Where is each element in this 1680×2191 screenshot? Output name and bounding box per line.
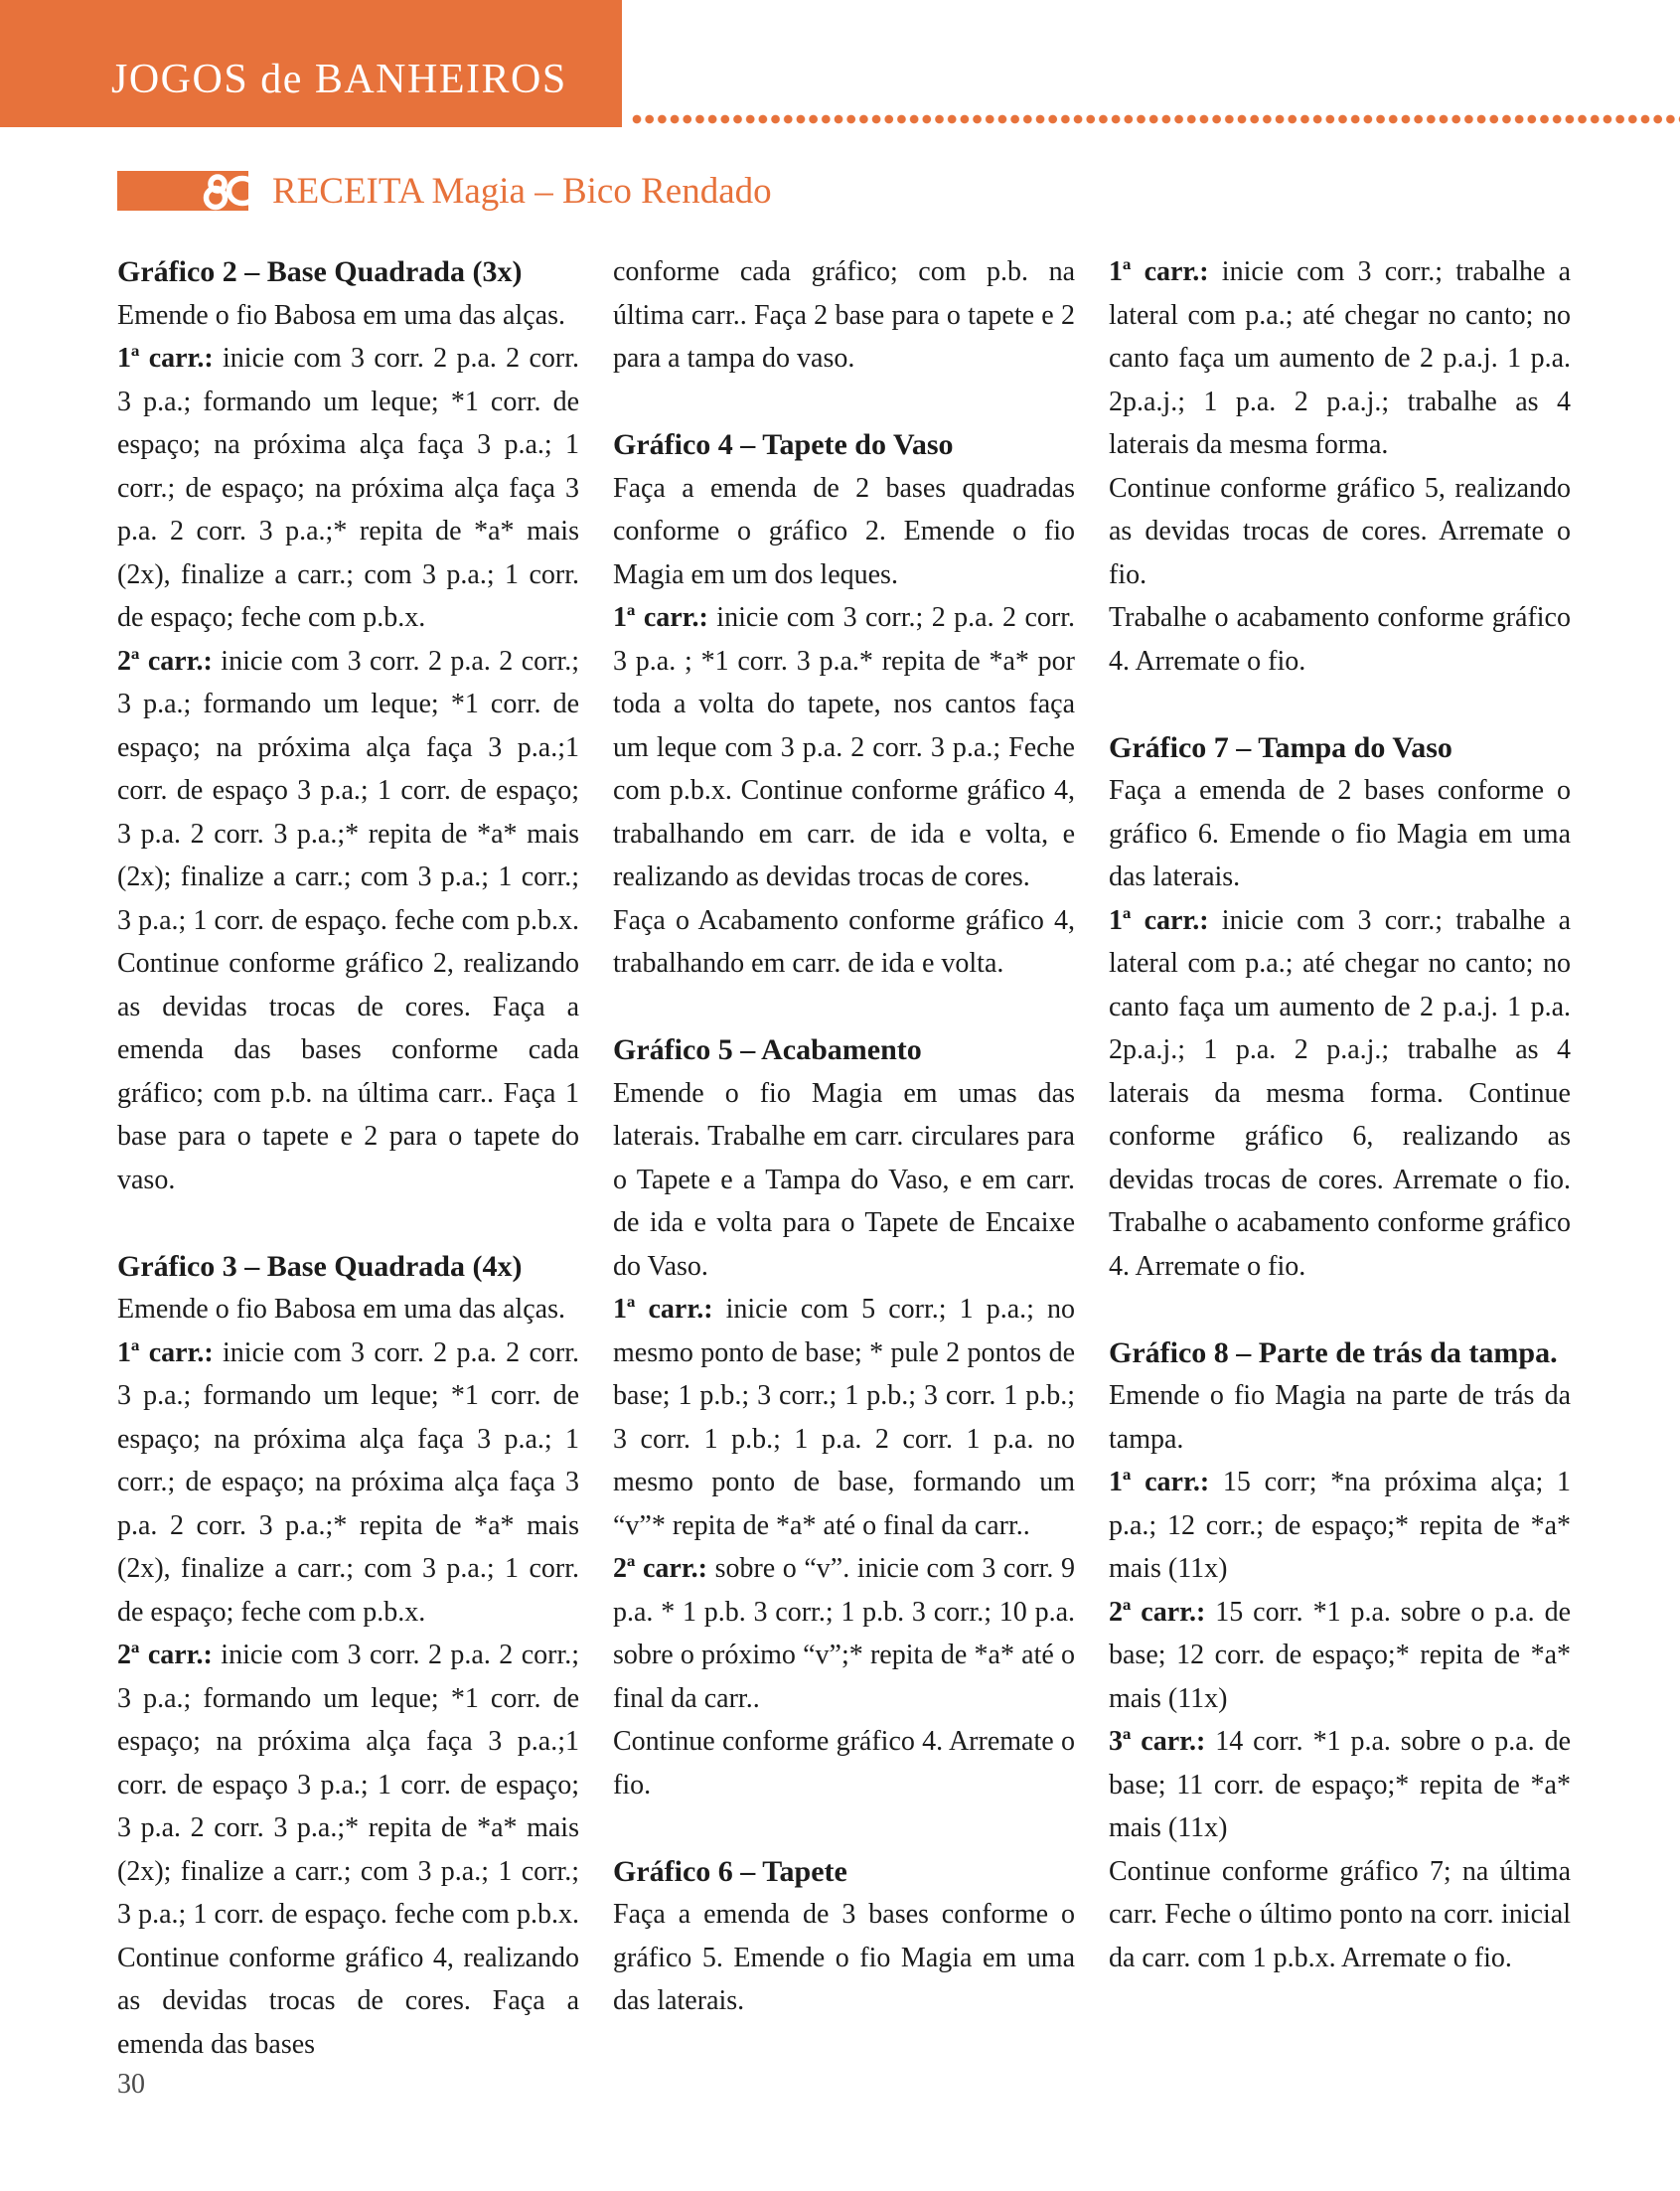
paragraph: Emende o fio Babosa em uma das alças. (117, 299, 565, 331)
column-1 (117, 250, 579, 2066)
paragraph: conforme cada gráfico; com p.b. na última carr.. Faça 2 base para o tapete e 2 para a tampa do vaso. (613, 256, 1075, 374)
graphic-heading: Gráfico 4 – Tapete do Vaso (613, 428, 954, 461)
section-band (0, 0, 622, 127)
paragraph: 1ª carr.: inicie com 3 corr.; trabalhe a lateral com p.a.; até chegar no canto; no canto faça um aumento de 2 p.a.j. 1 p.a. 2p.a.j.; 1 p.a. 2 p.a.j.; trabalhe as 4 laterais da mesma forma. (1109, 256, 1572, 460)
graphic-heading: Gráfico 8 – Parte de trás da tampa. (1109, 1335, 1558, 1369)
paragraph: 1ª carr.: 15 corr; *na próxima alça; 1 p.a.; 12 corr.; de espaço;* repita de *a* mais (11x) (1109, 1467, 1572, 1584)
paragraph: Trabalhe o acabamento conforme gráfico 4. Arremate o fio. (1109, 602, 1571, 677)
graphic-heading: Gráfico 7 – Tampa do Vaso (1109, 730, 1452, 764)
paragraph: 1ª carr.: inicie com 3 corr. 2 p.a. 2 corr. 3 p.a.; formando um leque; *1 corr. de espaço; na próxima alça faça 3 p.a.; 1 corr.; de espaço; na próxima alça faça 3 p.a. 2 corr. 3 p.a.;* repita de *a* mais (2x), finalize a carr.; com 3 p.a.; 1 corr. de espaço; feche com p.b.x. (117, 343, 579, 633)
recipe-title: RECEITA Magia – Bico Rendado (272, 170, 772, 212)
paragraph: Continue conforme gráfico 7; na última carr. Feche o último ponto na corr. inicial da carr. com 1 p.b.x. Arremate o fio. (1109, 1855, 1571, 1973)
paragraph: Emende o fio Babosa em uma das alças. (117, 1294, 565, 1325)
graphic-heading: Gráfico 5 – Acabamento (613, 1033, 922, 1066)
article-columns (117, 250, 1571, 2066)
paragraph: Faça a emenda de 2 bases quadradas conforme o gráfico 2. Emende o fio Magia em um dos leques. (613, 472, 1075, 590)
paragraph: 1ª carr.: inicie com 3 corr. 2 p.a. 2 corr. 3 p.a.; formando um leque; *1 corr. de espaço; na próxima alça faça 3 p.a.; 1 corr.; de espaço; na próxima alça faça 3 p.a. 2 corr. 3 p.a.;* repita de *a* mais (2x), finalize a carr.; com 3 p.a.; 1 corr. de espaço; feche com p.b.x. (117, 1336, 579, 1628)
paragraph: 2ª carr.: 15 corr. *1 p.a. sobre o p.a. de base; 12 corr. de espaço;* repita de *a* mais (11x) (1109, 1596, 1572, 1714)
column-2 (613, 250, 1075, 2066)
paragraph: Continue conforme gráfico 5, realizando as devidas trocas de cores. Arremate o fio. (1109, 472, 1571, 590)
paragraph: Emende o fio Magia em umas das laterais. Trabalhe em carr. circulares para o Tapete e a Tampa do Vaso, e em carr. de ida e volta para o Tapete de Encaixe do Vaso. (613, 1077, 1075, 1282)
paragraph: 2ª carr.: inicie com 3 corr. 2 p.a. 2 corr.; 3 p.a.; formando um leque; *1 corr. de espaço; na próxima alça faça 3 p.a.;1 corr. de espaço 3 p.a.; 1 corr. de espaço; 3 p.a. 2 corr. 3 p.a.;* repita de *a* mais (2x); finalize a carr.; com 3 p.a.; 1 corr.; 3 p.a.; 1 corr. de espaço. feche com p.b.x. Continue conforme gráfico 2, realizando as devidas trocas de cores. Faça a emenda das bases conforme cada gráfico; com p.b. na última carr.. Faça 1 base para o tapete e 2 para o tapete do vaso. (117, 645, 580, 1195)
dotted-divider (632, 114, 1680, 124)
graphic-heading: Gráfico 2 – Base Quadrada (3x) (117, 255, 523, 288)
paragraph: Faça a emenda de 2 bases conforme o gráfico 6. Emende o fio Magia em uma das laterais. (1109, 775, 1571, 892)
recipe-title-row (117, 169, 772, 213)
graphic-heading: Gráfico 3 – Base Quadrada (4x) (117, 1249, 523, 1283)
paragraph: Faça o Acabamento conforme gráfico 4, trabalhando em carr. de ida e volta. (613, 904, 1075, 979)
paragraph: 1ª carr.: inicie com 5 corr.; 1 p.a.; no mesmo ponto de base; * pule 2 pontos de base; 1 p.b.; 3 corr.; 1 p.b.; 3 corr. 1 p.b.; 3 corr. 1 p.b.; 1 p.a. 2 corr. 1 p.a. no mesmo ponto de base, formando um “v”* repita de *a* até o final da carr.. (613, 1294, 1075, 1541)
paragraph: 3ª carr.: 14 corr. *1 p.a. sobre o p.a. de base; 11 corr. de espaço;* repita de *a* mais (11x) (1109, 1726, 1572, 1843)
section-band-title: JOGOS de BANHEIROS (111, 57, 567, 102)
column-3 (1109, 250, 1571, 2066)
paragraph: Emende o fio Magia na parte de trás da tampa. (1109, 1380, 1571, 1455)
paragraph: 1ª carr.: inicie com 3 corr.; 2 p.a. 2 corr. 3 p.a. ; *1 corr. 3 p.a.* repita de *a* por toda a volta do tapete, nos cantos faça um leque com 3 p.a. 2 corr. 3 p.a.; Feche com p.b.x. Continue conforme gráfico 4, trabalhando em carr. de ida e volta, e realizando as devidas trocas de cores. (613, 602, 1076, 892)
paragraph: 2ª carr.: inicie com 3 corr. 2 p.a. 2 corr.; 3 p.a.; formando um leque; *1 corr. de espaço; na próxima alça faça 3 p.a.;1 corr. de espaço 3 p.a.; 1 corr. de espaço; 3 p.a. 2 corr. 3 p.a.;* repita de *a* mais (2x); finalize a carr.; com 3 p.a.; 1 corr.; 3 p.a.; 1 corr. de espaço. feche com p.b.x. Continue conforme gráfico 4, realizando as devidas trocas de cores. Faça a emenda das bases (117, 1640, 580, 2060)
graphic-heading: Gráfico 6 – Tapete (613, 1854, 847, 1888)
paragraph: Faça a emenda de 3 bases conforme o gráfico 5. Emende o fio Magia em uma das laterais. (613, 1899, 1075, 2016)
paragraph: 1ª carr.: inicie com 3 corr.; trabalhe a lateral com p.a.; até chegar no canto; no canto faça um aumento de 2 p.a.j. 1 p.a. 2p.a.j.; 1 p.a. 2 p.a.j.; trabalhe as 4 laterais da mesma forma. Continue conforme gráfico 6, realizando as devidas trocas de cores. Arremate o fio. Trabalhe o acabamento conforme gráfico 4. Arremate o fio. (1109, 904, 1572, 1282)
title-accent-rect (117, 171, 248, 211)
paragraph: 2ª carr.: sobre o “v”. inicie com 3 corr. 9 p.a. * 1 p.b. 3 corr.; 1 p.b. 3 corr.; 10 p.a. sobre o próximo “v”;* repita de *a* até o final da carr.. (613, 1553, 1076, 1714)
yarn-loops-icon (203, 171, 260, 211)
paragraph: Continue conforme gráfico 4. Arremate o fio. (613, 1726, 1075, 1800)
page-number: 30 (117, 2069, 145, 2100)
